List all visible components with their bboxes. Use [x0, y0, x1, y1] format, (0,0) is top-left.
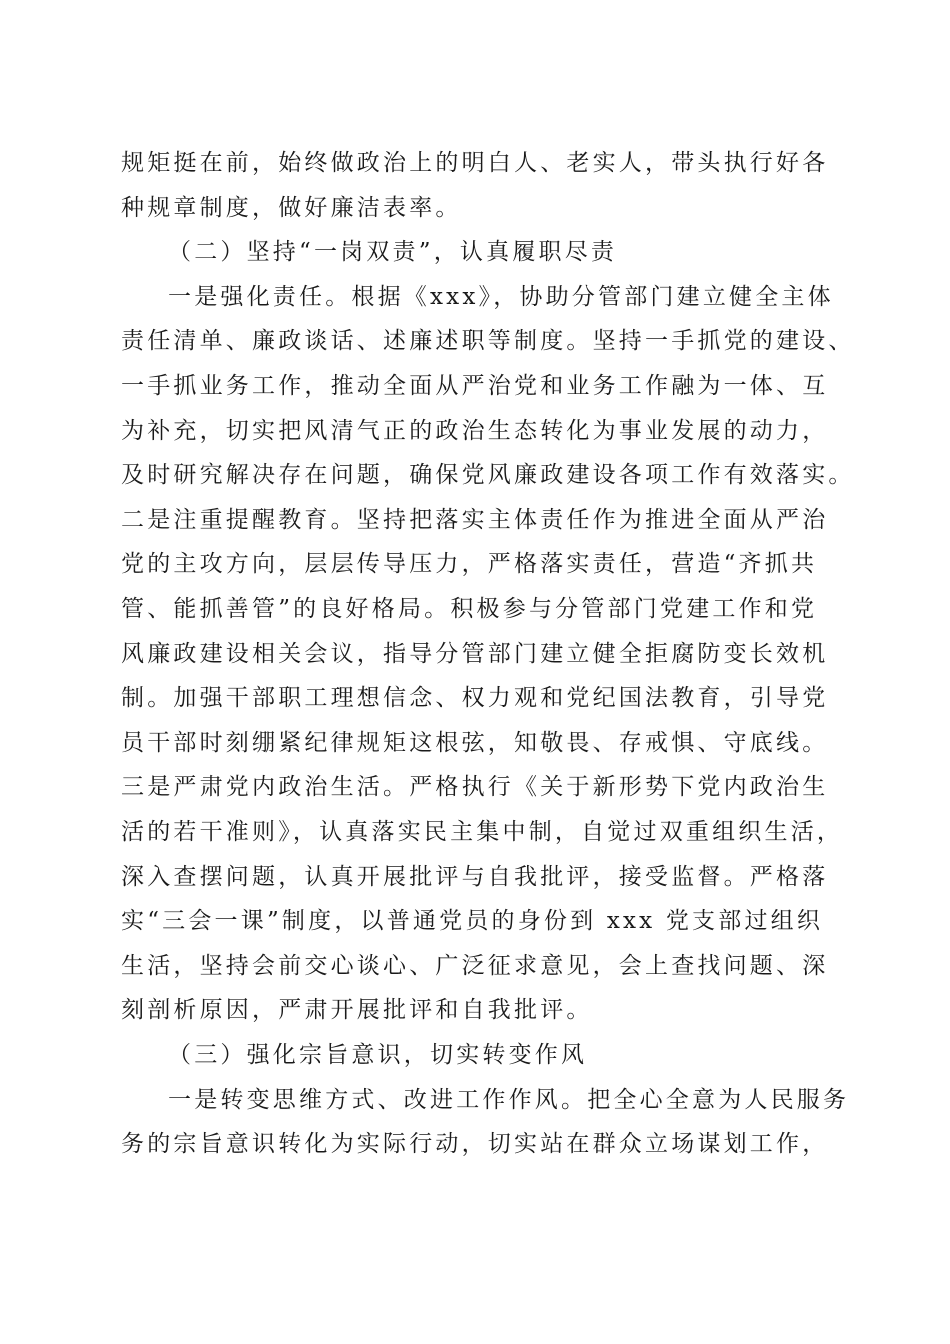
text-line: 风廉政建设相关会议，指导分管部门建立健全拒腐防变长效机 [121, 641, 829, 667]
text-line: 三是严肃党内政治生活。严格执行《关于新形势下党内政治生 [121, 774, 829, 800]
text-line: 一是转变思维方式、改进工作作风。把全心全意为人民服务 [168, 1087, 850, 1113]
section-heading: （二）坚持“一岗双责”，认真履职尽责 [168, 239, 618, 265]
text-line: 种规章制度，做好廉洁表率。 [121, 195, 462, 221]
text-line: 党的主攻方向，层层传导压力，严格落实责任，营造“齐抓共 [121, 551, 818, 577]
text-line: 二是注重提醒教育。坚持把落实主体责任作为推进全面从严治 [121, 507, 829, 533]
text-line: 深入查摆问题，认真开展批评与自我批评，接受监督。严格落 [121, 864, 829, 890]
text-line: 管、能抓善管”的良好格局。积极参与分管部门党建工作和党 [121, 596, 818, 622]
text-line: 活的若干准则》，认真落实民主集中制，自觉过双重组织生活， [121, 819, 844, 845]
text-line: 为补充，切实把风清气正的政治生态转化为事业发展的动力， [121, 418, 829, 444]
text-line: 规矩挺在前，始终做政治上的明白人、老实人，带头执行好各 [121, 150, 829, 176]
text-line: 一是强化责任。根据《xxx》，协助分管部门建立健全主体 [168, 284, 834, 310]
text-line: 制。加强干部职工理想信念、权力观和党纪国法教育，引导党 [121, 685, 829, 711]
text-line: 及时研究解决存在问题，确保党风廉政建设各项工作有效落实。 [121, 462, 855, 488]
text-line: 实“三会一课”制度，以普通党员的身份到 xxx 党支部过组织 [121, 908, 824, 934]
text-line: 刻剖析原因，严肃开展批评和自我批评。 [121, 997, 593, 1023]
text-line: 员干部时刻绷紧纪律规矩这根弦，知敬畏、存戒惧、守底线。 [121, 730, 829, 756]
text-line: 务的宗旨意识转化为实际行动，切实站在群众立场谋划工作， [121, 1131, 829, 1157]
text-line: 责任清单、廉政谈话、述廉述职等制度。坚持一手抓党的建设、 [121, 328, 855, 354]
text-line: 一手抓业务工作，推动全面从严治党和业务工作融为一体、互 [121, 373, 829, 399]
text-line: 生活，坚持会前交心谈心、广泛征求意见，会上查找问题、深 [121, 953, 829, 979]
section-heading: （三）强化宗旨意识，切实转变作风 [168, 1042, 588, 1068]
